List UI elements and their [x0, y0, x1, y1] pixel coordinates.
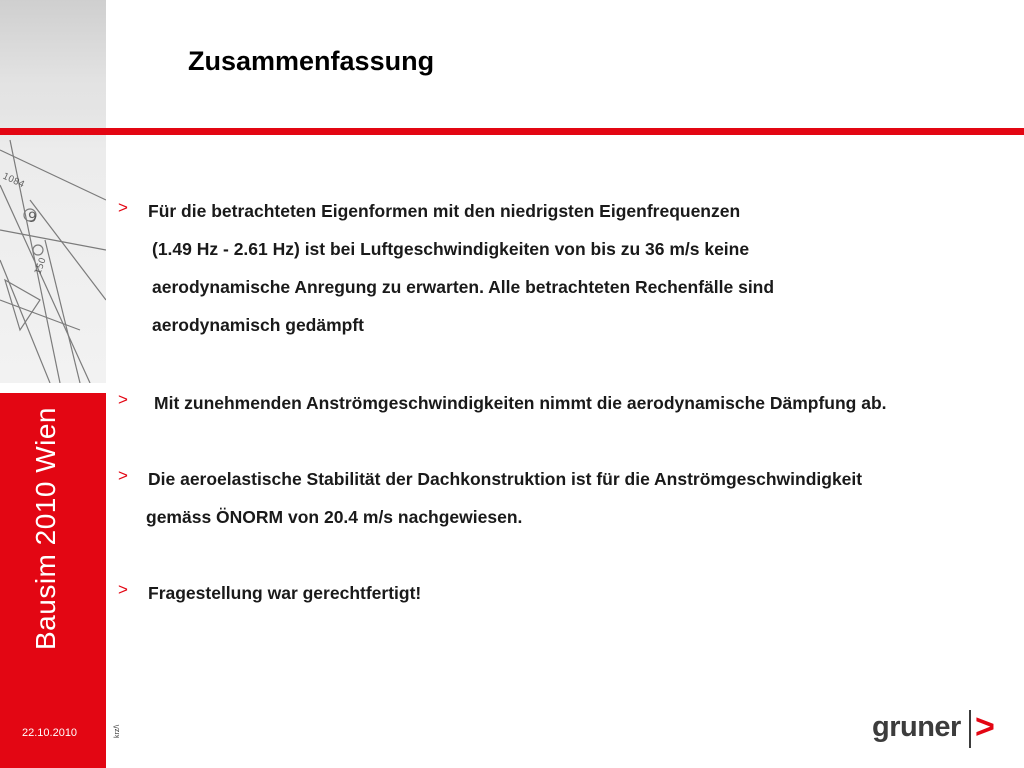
bullet-text-line: aerodynamische Anregung zu erwarten. Alle betrachteten Rechenfälle sind	[152, 277, 775, 297]
reference-code: krz/\	[114, 724, 121, 738]
bullet-marker-icon: >	[118, 198, 128, 217]
company-logo	[872, 708, 1002, 748]
title-divider	[0, 128, 1024, 135]
bullet-text-line: Fragestellung war gerechtfertigt!	[148, 583, 422, 603]
bullet-marker-icon: >	[118, 466, 128, 485]
bullet-marker-icon: >	[118, 390, 128, 409]
logo-wordmark: gruner	[872, 711, 961, 743]
logo-chevron-icon: >	[975, 708, 995, 746]
bullet-item	[118, 390, 887, 428]
svg-text:150: 150	[33, 256, 49, 277]
bullet-text-line: aerodynamisch gedämpft	[152, 315, 364, 335]
event-label: Bausim 2010 Wien	[30, 406, 61, 650]
sketch-lines	[0, 0, 106, 383]
svg-text:9: 9	[28, 210, 37, 226]
bullet-marker-icon: >	[118, 580, 128, 599]
svg-text:1084: 1084	[0, 171, 26, 191]
bullet-item	[118, 580, 421, 618]
bullet-text-line: Für die betrachteten Eigenformen mit den niedrigsten Eigenfrequenzen	[148, 201, 741, 221]
architectural-sketch-image	[0, 0, 106, 383]
logo-bar	[969, 710, 971, 748]
page-title: Zusammenfassung	[188, 46, 435, 76]
bullet-item	[118, 198, 774, 350]
bullet-text-line: Die aeroelastische Stabilität der Dachkonstruktion ist für die Anströmgeschwindigkeit	[148, 469, 863, 489]
date-label: 22.10.2010	[22, 727, 78, 739]
bullet-text-line: (1.49 Hz - 2.61 Hz) ist bei Luftgeschwindigkeiten von bis zu 36 m/s keine	[152, 239, 750, 259]
bullet-text-line: gemäss ÖNORM von 20.4 m/s nachgewiesen.	[146, 507, 523, 527]
bullet-item	[118, 466, 862, 542]
bullet-text-line: Mit zunehmenden Anströmgeschwindigkeiten nimmt die aerodynamische Dämpfung ab.	[154, 393, 887, 413]
